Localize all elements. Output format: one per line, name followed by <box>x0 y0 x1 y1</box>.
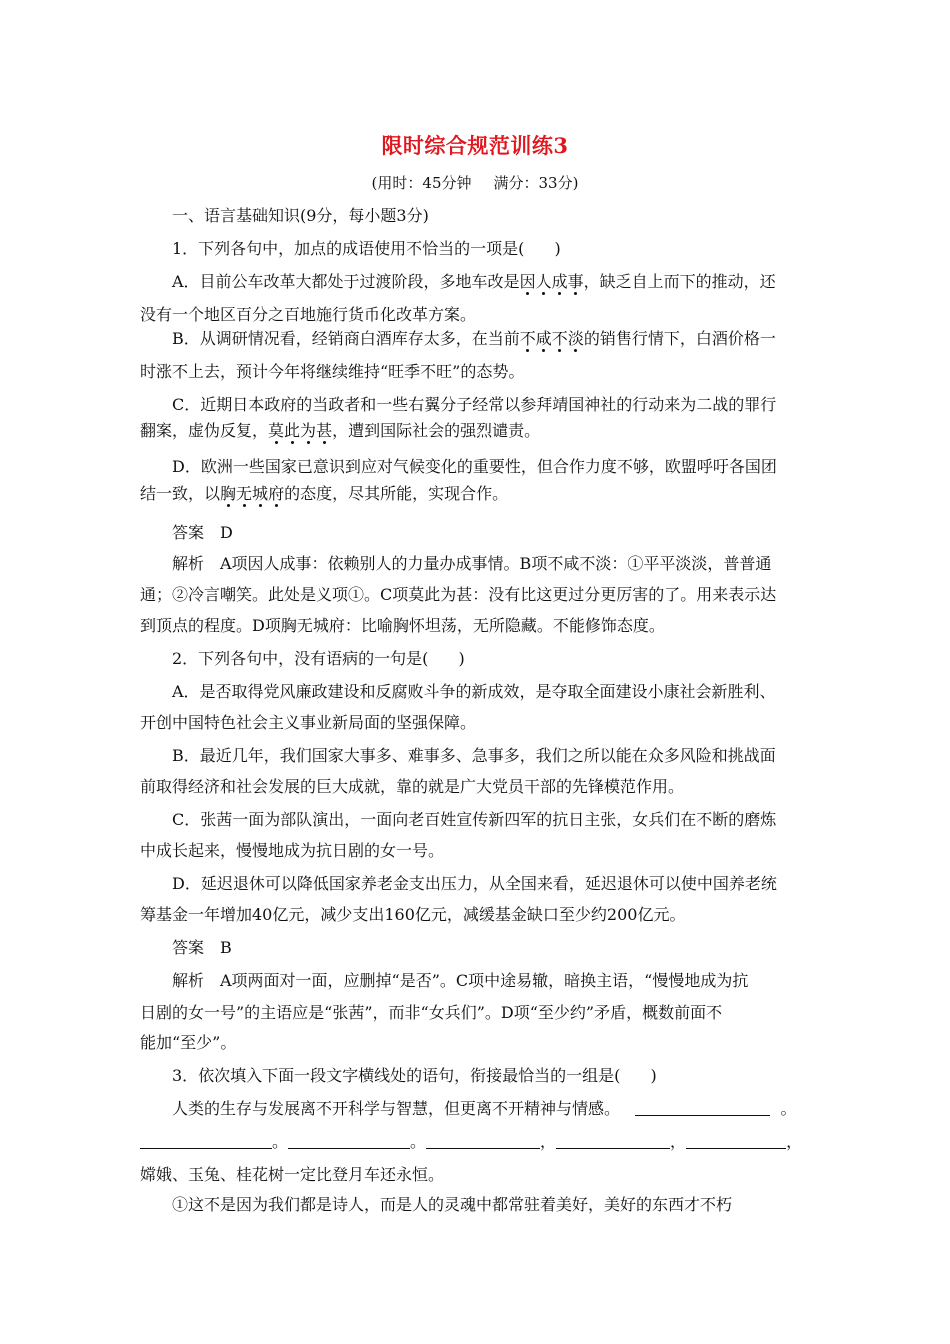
emphasis-char: 不 <box>519 329 536 348</box>
q2-option-a-line2: 开创中国特色社会主义事业新局面的坚强保障。 <box>140 713 477 732</box>
q2-explanation-line3: 能加“至少”。 <box>140 1033 237 1052</box>
emphasis-char: 咸 <box>535 329 552 348</box>
question-3-stem: 3．依次填入下面一段文字横线处的语句，衔接最恰当的一组是( ) <box>172 1066 657 1085</box>
emphasis-char: 事 <box>567 272 584 291</box>
q1-answer: 答案 D <box>172 523 233 542</box>
emphasis-char: 莫 <box>268 421 285 440</box>
q3-passage-line3: 嫦娥、玉兔、桂花树一定比登月车还永恒。 <box>140 1165 445 1184</box>
emphasis-char: 成 <box>551 272 568 291</box>
q1-option-a-line1: A．目前公车改革大都处于过渡阶段，多地车改是因人成事，缺乏自上而下的推动，还 <box>172 272 776 291</box>
emphasis-char: 淡 <box>567 329 584 348</box>
q1-option-a-line2: 没有一个地区百分之百地施行货币化改革方案。 <box>140 305 477 324</box>
full-score: 满分：33分) <box>493 174 579 192</box>
q2-option-d-line2: 筹基金一年增加40亿元，减少支出160亿元，减缓基金缺口至少约200亿元。 <box>140 905 686 924</box>
q1-option-b-line1: B．从调研情况看，经销商白酒库存太多，在当前不咸不淡的销售行情下，白酒价格一 <box>172 329 776 348</box>
q3-passage-line1: 人类的生存与发展离不开科学与智慧，但更离不开精神与情感。 。 <box>172 1099 797 1118</box>
section-heading: 一、语言基础知识(9分，每小题3分) <box>172 206 429 225</box>
emphasis-char: 人 <box>535 272 552 291</box>
q2-answer: 答案 B <box>172 938 232 957</box>
q2-explanation-line2: 日剧的女一号”的主语应是“张茜”，而非“女兵们”。D项“至少约”矛盾，概数前面不 <box>140 1003 723 1022</box>
question-2-stem: 2．下列各句中，没有语病的一句是( ) <box>172 649 465 668</box>
fill-blank[interactable] <box>686 1130 786 1149</box>
q2-explanation-line1: 解析 A项两面对一面，应删掉“是否”。C项中途易辙，暗换主语，“慢慢地成为抗 <box>172 971 749 990</box>
q3-option-1: ①这不是因为我们都是诗人，而是人的灵魂中都常驻着美好，美好的东西才不朽 <box>172 1195 733 1214</box>
q1-explanation-line2: 通；②冷言嘲笑。此处是义项①。C项莫此为甚：没有比这更过分更厉害的了。用来表示达 <box>140 585 777 604</box>
emphasis-char: 甚 <box>316 421 333 440</box>
q3-passage-line2: 。 。 ， ， ， <box>140 1125 810 1159</box>
q1-option-c-line1: C．近期日本政府的当政者和一些右翼分子经常以参拜靖国神社的行动来为二战的罪行 <box>172 395 777 414</box>
page-title: 限时综合规范训练3 <box>381 133 569 158</box>
q2-option-c-line2: 中成长起来，慢慢地成为抗日剧的女一号。 <box>140 841 445 860</box>
q2-option-b-line2: 前取得经济和社会发展的巨大成就，靠的就是广大党员干部的先锋模范作用。 <box>140 777 685 796</box>
q1-option-d-line1: D．欧洲一些国家已意识到应对气候变化的重要性，但合作力度不够，欧盟呼吁各国团 <box>172 457 777 476</box>
q2-option-d-line1: D．延迟退休可以降低国家养老金支出压力，从全国来看，延迟退休可以使中国养老统 <box>172 874 777 893</box>
fill-blank[interactable] <box>140 1130 272 1149</box>
q1-explanation-line1: 解析 A项因人成事：依赖别人的力量办成事情。B项不咸不淡：①平平淡淡，普普通 <box>172 554 772 573</box>
q2-option-c-line1: C．张茜一面为部队演出，一面向老百姓宣传新四军的抗日主张，女兵们在不断的磨炼 <box>172 810 777 829</box>
question-1-stem: 1．下列各句中，加点的成语使用不恰当的一项是( ) <box>172 239 561 258</box>
q1-option-c-line2: 翻案，虚伪反复，莫此为甚，遭到国际社会的强烈谴责。 <box>140 421 541 440</box>
emphasis-char: 府 <box>268 484 285 503</box>
exam-meta <box>0 172 950 193</box>
q2-option-a-line1: A．是否取得党风廉政建设和反腐败斗争的新成效，是夺取全面建设小康社会新胜利、 <box>172 682 776 701</box>
q1-explanation-line3: 到顶点的程度。D项胸无城府：比喻胸怀坦荡，无所隐藏。不能修饰态度。 <box>140 616 665 635</box>
fill-blank[interactable] <box>556 1130 670 1149</box>
time-limit: (用时：45分钟 <box>371 174 472 192</box>
emphasis-char: 无 <box>236 484 253 503</box>
q1-option-b-line2: 时涨不上去，预计今年将继续维持“旺季不旺”的态势。 <box>140 362 525 381</box>
emphasis-char: 城 <box>252 484 269 503</box>
emphasis-char: 此 <box>284 421 301 440</box>
emphasis-char: 因 <box>519 272 536 291</box>
fill-blank[interactable] <box>426 1130 540 1149</box>
q2-option-b-line1: B．最近几年，我们国家大事多、难事多、急事多，我们之所以能在众多风险和挑战面 <box>172 746 776 765</box>
fill-blank[interactable] <box>635 1097 770 1116</box>
emphasis-char: 为 <box>300 421 317 440</box>
emphasis-char: 胸 <box>220 484 237 503</box>
emphasis-char: 不 <box>551 329 568 348</box>
fill-blank[interactable] <box>288 1130 410 1149</box>
q1-option-d-line2: 结一致，以胸无城府的态度，尽其所能，实现合作。 <box>140 484 509 503</box>
